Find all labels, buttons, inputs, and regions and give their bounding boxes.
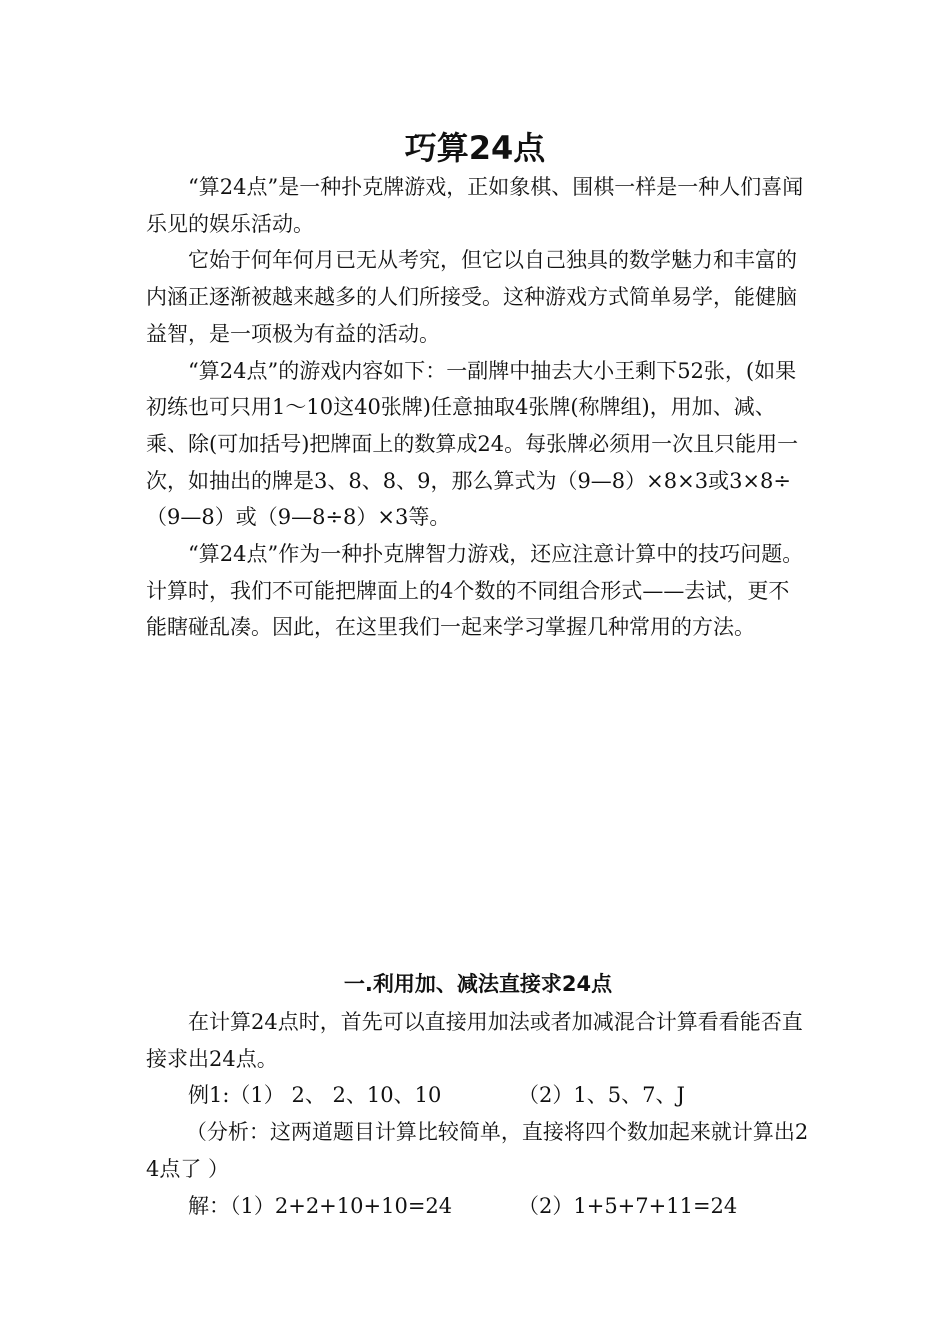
solution-part-a: 解：（1）2+2+10+10=24	[188, 1193, 453, 1218]
section-1-paragraph: 在计算24点时，首先可以直接用加法或者加减混合计算看看能否直接求出24点。	[146, 1010, 803, 1071]
example-1-part-a: 例1:（1） 2、 2、10、10	[188, 1083, 442, 1108]
intro-section	[146, 169, 810, 646]
intro-paragraph-2: 它始于何年何月已无从考究，但它以自己独具的数学魅力和丰富的内涵正逐渐被越来越多的人们所接受。这种游戏方式简单易学，能健脑益智，是一项极为有益的活动。	[146, 248, 797, 346]
intro-paragraph-1: “算24点”是一种扑克牌游戏，正如象棋、围棋一样是一种人们喜闻乐见的娱乐活动。	[146, 175, 804, 236]
solution-line	[146, 1188, 810, 1225]
solution-part-b: （2）1+5+7+11=24	[518, 1193, 738, 1218]
section-1-body	[146, 1004, 810, 1224]
example-1-part-b: （2）1、5、7、J	[518, 1083, 685, 1108]
document-title: 巧算24点	[404, 129, 546, 167]
example-1-line	[146, 1077, 810, 1114]
section-heading-1: 一.利用加、减法直接求24点	[343, 972, 613, 996]
intro-paragraph-3: “算24点”的游戏内容如下：一副牌中抽去大小王剩下52张，(如果初练也可只用1～10这40张牌)任意抽取4张牌(称牌组)，用加、减、乘、除(可加括号)把牌面上的数算成24。每张牌必须用一次且只能用一次，如抽出的牌是3、8、8、9，那么算式为（9—8）×8×3或3×8÷（9—8）或（9—8÷8）×3等。	[146, 358, 799, 530]
intro-paragraph-4: “算24点”作为一种扑克牌智力游戏，还应注意计算中的技巧问题。计算时，我们不可能把牌面上的4个数的不同组合形式——去试，更不能瞎碰乱凑。因此，在这里我们一起来学习掌握几种常用的方法。	[146, 542, 804, 640]
analysis-note: （分析：这两道题目计算比较简单，直接将四个数加起来就计算出24点了 ）	[146, 1120, 809, 1181]
